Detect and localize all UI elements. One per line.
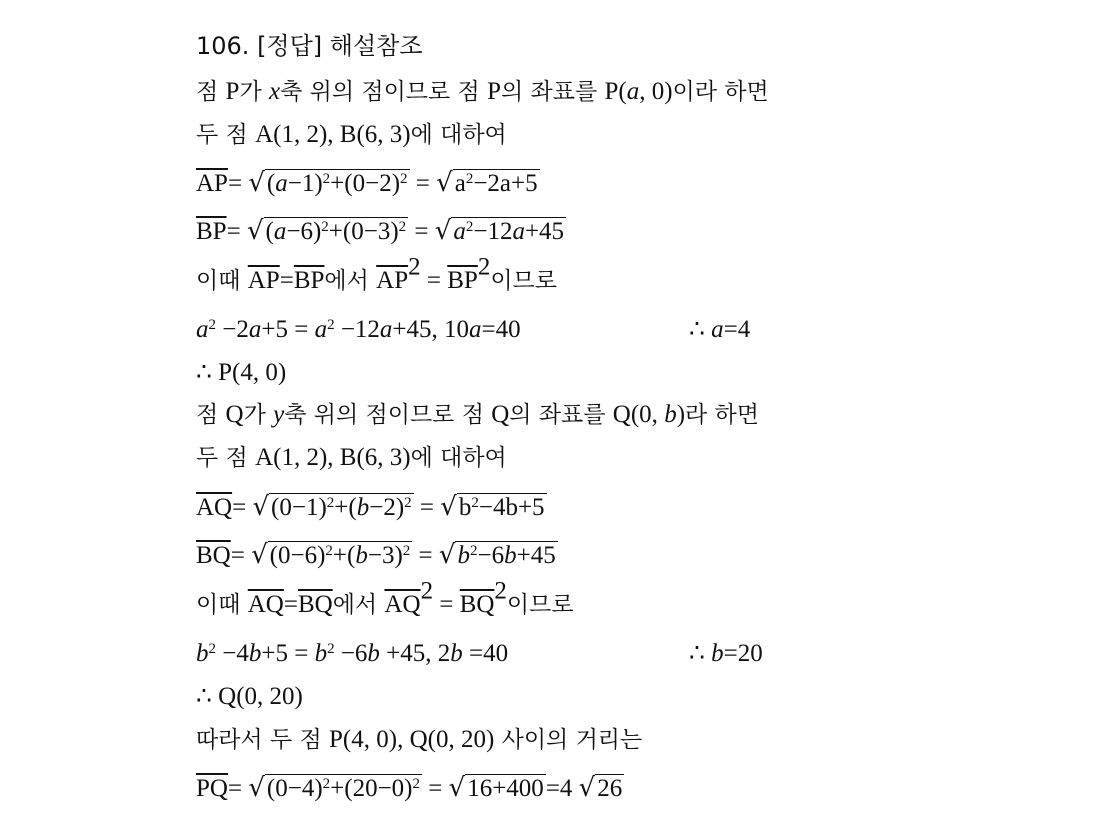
a-result: ∴ a=4	[689, 316, 751, 343]
sqrt-aq-simplified: $√b^2-4b+5$	[440, 492, 545, 522]
given-points-line-2: 두 점 A(1, 2), B(6, 3)에 대하여	[196, 444, 507, 471]
segment-ap: $\overline{AP}$	[196, 170, 228, 197]
segment-bq: $\overline{BQ}$	[196, 542, 231, 569]
ap-equals-bp-line: 이때 $\overline{AP}=\overline{BP}$에서 $\overline{AP}^2 = \overline{BP}^2$이므로	[196, 253, 557, 294]
sqrt-pq: $√(0-4)^2+(20-0)^2$	[248, 773, 421, 803]
bp-distance-equation: $\overline{BP}= √(a-6)^2+(0-3)^2 = √a^2-12a+45$	[196, 216, 565, 246]
ap-distance-equation: $\overline{AP}= √(a-1)^2+(0-2)^2 = √a^2-2a+5$	[196, 168, 538, 198]
problem-header: 106. [정답] 해설참조	[196, 32, 423, 60]
sqrt-ap-simplified: $√a^2-2a+5$	[436, 168, 538, 198]
sqrt-bp-simplified: $√a^2-12a+45$	[434, 216, 565, 246]
aq-equals-bq-line: 이때 $\overline{AQ}=\overline{BQ}$에서 $\overline{AQ}^2 = \overline{BQ}^2$이므로	[196, 577, 574, 618]
sqrt-aq: $√(0-1)^2+(b-2)^2$	[252, 492, 412, 522]
given-points-line: 두 점 A(1, 2), B(6, 3)에 대하여	[196, 121, 507, 148]
aq-distance-equation: $\overline{AQ}= √(0-1)^2+(b-2)^2 = √b^2-4b+5$	[196, 492, 545, 522]
p-setup-line: 점 P가 x축 위의 점이므로 점 P의 좌표를 P(a, 0)이라 하면	[196, 78, 769, 105]
sqrt-pq-sum: √16+400	[448, 773, 544, 803]
q-result: ∴ Q(0, 20)	[196, 683, 303, 710]
pq-distance-equation: $\overline{PQ}= √(0-4)^2+(20-0)^2 = √16+400=4$ √26	[196, 773, 623, 803]
segment-bp: $\overline{BP}$	[196, 218, 227, 245]
sqrt-26: √26	[578, 773, 623, 803]
p-result: ∴ P(4, 0)	[196, 359, 287, 386]
sqrt-bp: $√(a-6)^2+(0-3)^2$	[246, 216, 407, 246]
segment-aq: $\overline{AQ}$	[196, 494, 233, 521]
q-setup-line: 점 Q가 y축 위의 점이므로 점 Q의 좌표를 Q(0, b)라 하면	[196, 401, 759, 428]
solve-b-equation: $b^2 -4b+5 = b^2 -6b +45$, 2b =40 ∴ b=20	[196, 640, 763, 667]
bq-distance-equation: $\overline{BQ}= √(0-6)^2+(b-3)^2 = √b^2-6b+45$	[196, 540, 556, 570]
sqrt-ap: $√(a-1)^2+(0-2)^2$	[248, 168, 408, 198]
b-result: ∴ b=20	[689, 640, 763, 667]
sqrt-bq: $√(0-6)^2+(b-3)^2$	[251, 540, 411, 570]
segment-pq: $\overline{PQ}$	[196, 775, 228, 802]
distance-intro-line: 따라서 두 점 P(4, 0), Q(0, 20) 사이의 거리는	[196, 726, 643, 753]
solve-a-equation: $a^2 -2a+5 = a^2 -12a+45$, 10a=40 ∴ a=4	[196, 316, 751, 343]
sqrt-bq-simplified: $√b^2-6b+45$	[438, 540, 556, 570]
